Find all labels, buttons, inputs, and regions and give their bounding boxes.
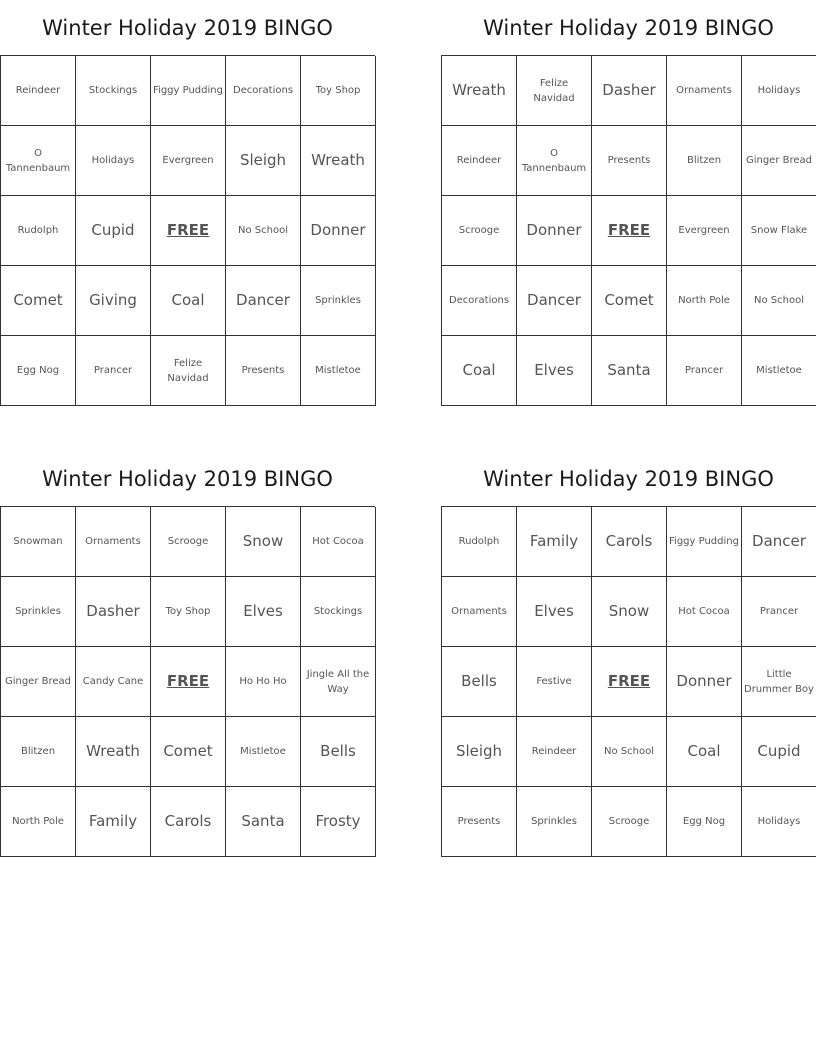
card-title: Winter Holiday 2019 BINGO — [42, 467, 333, 491]
bingo-cell: Comet — [592, 266, 667, 336]
bingo-cell: Elves — [517, 577, 592, 647]
bingo-cell: Comet — [151, 717, 226, 787]
bingo-cell: Reindeer — [442, 126, 517, 196]
bingo-cell: Toy Shop — [301, 56, 376, 126]
bingo-cell: Toy Shop — [151, 577, 226, 647]
bingo-cell: Blitzen — [1, 717, 76, 787]
bingo-cell: Bells — [442, 647, 517, 717]
bingo-cell: Prancer — [76, 336, 151, 406]
bingo-cell: Ginger Bread — [742, 126, 816, 196]
bingo-cell: Sleigh — [226, 126, 301, 196]
bingo-cell: Decorations — [442, 266, 517, 336]
card-title: Winter Holiday 2019 BINGO — [42, 16, 333, 40]
bingo-cell: Coal — [667, 717, 742, 787]
bingo-cell: Dasher — [592, 56, 667, 126]
bingo-cell: Mistletoe — [226, 717, 301, 787]
bingo-cell: Ho Ho Ho — [226, 647, 301, 717]
bingo-cell: Comet — [1, 266, 76, 336]
bingo-cell: Sleigh — [442, 717, 517, 787]
bingo-cell: Holidays — [742, 56, 816, 126]
bingo-cell: Dasher — [76, 577, 151, 647]
bingo-cell: O Tannenbaum — [517, 126, 592, 196]
bingo-cell: Mistletoe — [301, 336, 376, 406]
bingo-cell: Mistletoe — [742, 336, 816, 406]
bingo-grid — [0, 506, 375, 857]
bingo-cell: Carols — [592, 507, 667, 577]
bingo-cell: North Pole — [1, 787, 76, 857]
bingo-cell: Ginger Bread — [1, 647, 76, 717]
bingo-cell: Hot Cocoa — [667, 577, 742, 647]
bingo-cell: Elves — [517, 336, 592, 406]
bingo-cell: Presents — [226, 336, 301, 406]
bingo-cell: Wreath — [76, 717, 151, 787]
bingo-cell: Wreath — [442, 56, 517, 126]
bingo-cell: Sprinkles — [301, 266, 376, 336]
bingo-cell: No School — [742, 266, 816, 336]
bingo-cell: Dancer — [517, 266, 592, 336]
bingo-cell: Felize Navidad — [517, 56, 592, 126]
bingo-cell: Dancer — [742, 507, 816, 577]
free-space: FREE — [592, 196, 667, 266]
bingo-cell: Santa — [226, 787, 301, 857]
bingo-cell: Snowman — [1, 507, 76, 577]
bingo-cell: Ornaments — [76, 507, 151, 577]
bingo-cell: Snow — [592, 577, 667, 647]
bingo-cell: Giving — [76, 266, 151, 336]
bingo-cell: Scrooge — [151, 507, 226, 577]
bingo-cell: Evergreen — [667, 196, 742, 266]
card-title: Winter Holiday 2019 BINGO — [483, 467, 774, 491]
bingo-cell: Frosty — [301, 787, 376, 857]
bingo-cell: Cupid — [742, 717, 816, 787]
bingo-cell: Coal — [442, 336, 517, 406]
bingo-cell: Holidays — [742, 787, 816, 857]
bingo-cell: Dancer — [226, 266, 301, 336]
bingo-cell: Festive — [517, 647, 592, 717]
bingo-cell: Figgy Pudding — [151, 56, 226, 126]
bingo-cell: Family — [76, 787, 151, 857]
bingo-cell: Figgy Pudding — [667, 507, 742, 577]
bingo-cell: Donner — [667, 647, 742, 717]
bingo-cell: Elves — [226, 577, 301, 647]
bingo-cell: No School — [592, 717, 667, 787]
bingo-cell: Wreath — [301, 126, 376, 196]
bingo-cell: Scrooge — [442, 196, 517, 266]
bingo-cell: Snow — [226, 507, 301, 577]
bingo-cell: Coal — [151, 266, 226, 336]
bingo-cell: Donner — [517, 196, 592, 266]
bingo-cell: Santa — [592, 336, 667, 406]
bingo-grid — [0, 55, 375, 406]
bingo-cell: Rudolph — [442, 507, 517, 577]
bingo-cell: Hot Cocoa — [301, 507, 376, 577]
bingo-cell: Candy Cane — [76, 647, 151, 717]
bingo-cell: Presents — [442, 787, 517, 857]
bingo-cell: Ornaments — [667, 56, 742, 126]
bingo-cell: Felize Navidad — [151, 336, 226, 406]
bingo-cell: Jingle All the Way — [301, 647, 376, 717]
bingo-cell: O Tannenbaum — [1, 126, 76, 196]
bingo-cell: No School — [226, 196, 301, 266]
bingo-cell: Bells — [301, 717, 376, 787]
bingo-cell: Scrooge — [592, 787, 667, 857]
card-title: Winter Holiday 2019 BINGO — [483, 16, 774, 40]
bingo-cell: Stockings — [76, 56, 151, 126]
bingo-cell: Cupid — [76, 196, 151, 266]
bingo-cell: Blitzen — [667, 126, 742, 196]
bingo-cell: North Pole — [667, 266, 742, 336]
bingo-cell: Donner — [301, 196, 376, 266]
bingo-grid — [441, 55, 816, 406]
free-space: FREE — [592, 647, 667, 717]
free-space: FREE — [151, 647, 226, 717]
bingo-grid — [441, 506, 816, 857]
bingo-cell: Reindeer — [1, 56, 76, 126]
bingo-cell: Egg Nog — [667, 787, 742, 857]
bingo-cell: Family — [517, 507, 592, 577]
bingo-cell: Snow Flake — [742, 196, 816, 266]
bingo-cell: Sprinkles — [1, 577, 76, 647]
bingo-cell: Little Drummer Boy — [742, 647, 816, 717]
bingo-cell: Prancer — [742, 577, 816, 647]
bingo-cell: Decorations — [226, 56, 301, 126]
bingo-cell: Prancer — [667, 336, 742, 406]
bingo-cell: Stockings — [301, 577, 376, 647]
bingo-cell: Egg Nog — [1, 336, 76, 406]
bingo-cell: Sprinkles — [517, 787, 592, 857]
bingo-cell: Rudolph — [1, 196, 76, 266]
bingo-cell: Holidays — [76, 126, 151, 196]
free-space: FREE — [151, 196, 226, 266]
bingo-cell: Presents — [592, 126, 667, 196]
bingo-cell: Ornaments — [442, 577, 517, 647]
bingo-cell: Reindeer — [517, 717, 592, 787]
bingo-cell: Evergreen — [151, 126, 226, 196]
bingo-cell: Carols — [151, 787, 226, 857]
